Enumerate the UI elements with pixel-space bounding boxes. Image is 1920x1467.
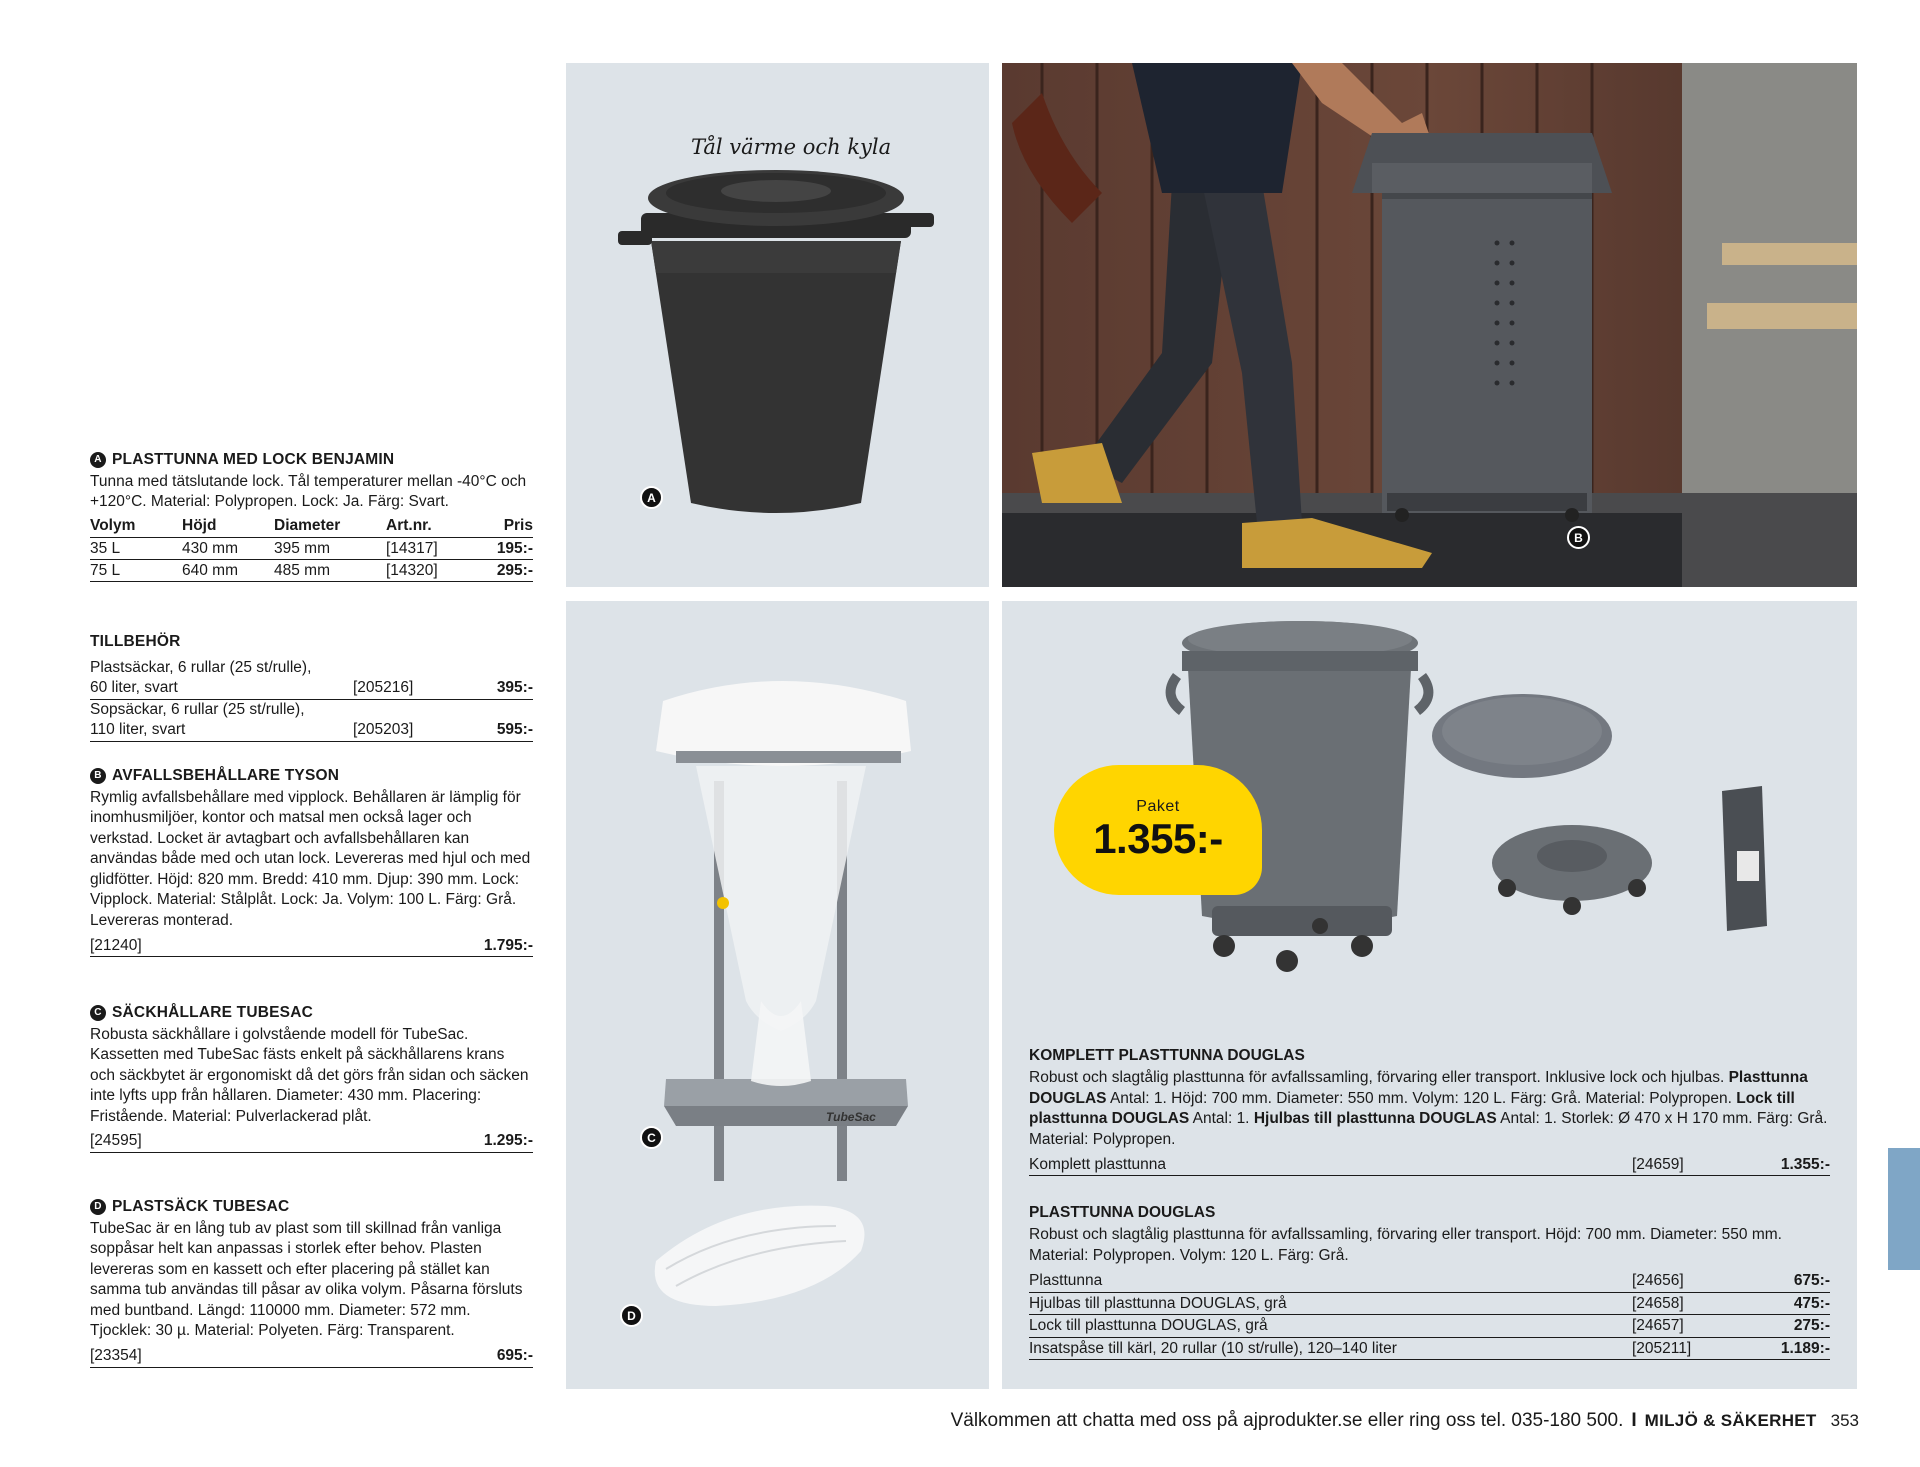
acc-art: [205216] (353, 679, 414, 696)
art-b: [21240] (90, 936, 142, 954)
badge-d: D (90, 1199, 106, 1215)
page-number: 353 (1830, 1411, 1859, 1430)
douglas-kit (1029, 1046, 1830, 1176)
page-footer (951, 1410, 1859, 1432)
table-row: Plasttunna [24656] 675:- (1029, 1270, 1830, 1293)
badge-a: A (90, 452, 106, 468)
row-price: 1.355:- (1780, 1155, 1830, 1173)
section-d-desc: TubeSac är en lång tub av plast som till skillnad från vanliga soppåsar helt kan anpassas i storlek efter behov. Plasten levereras som en kassett och efter placering på stället kan samma tub användas till påsar av olika volym. Påsarna försluts med buntband. Längd: 110000 mm. Diameter: 572 mm. Tjocklek: 30 µ. Material: Polyeten. Färg: Transparent. (90, 1219, 523, 1340)
price-row-c (90, 1127, 533, 1153)
col-diameter: Diameter (274, 515, 386, 538)
footer-contact: Välkommen att chatta med oss på ajprodukter.se eller ring oss tel. 035-180 500. (950, 1410, 1624, 1431)
acc-name-line2: 60 liter, svart (90, 679, 178, 696)
spec-table-a (90, 515, 533, 583)
table-row (90, 560, 533, 582)
accessories-title: TILLBEHÖR (90, 633, 181, 650)
art-c: [24595] (90, 1132, 142, 1150)
price-d: 695:- (496, 1347, 533, 1365)
acc-price: 595:- (496, 721, 533, 738)
acc-art: [205203] (353, 721, 414, 738)
table-row: Lock till plasttunna DOUGLAS, grå [24657] 275:- (1029, 1315, 1830, 1338)
douglas-kit-title: KOMPLETT PLASTTUNNA DOUGLAS (1029, 1047, 1305, 1064)
section-d (90, 1197, 533, 1368)
section-a (90, 450, 533, 582)
section-c-title: SÄCKHÅLLARE TUBESAC (112, 1004, 313, 1021)
label-a: A (640, 486, 663, 509)
douglas-title: PLASTTUNNA DOUGLAS (1029, 1204, 1216, 1221)
tubesac-logo: TubeSac (826, 1110, 876, 1124)
photo-tyson (1002, 63, 1857, 587)
accessories (90, 632, 533, 742)
douglas-table (1029, 1270, 1830, 1360)
list-item (90, 658, 533, 700)
cell: 395 mm (274, 538, 386, 560)
cell: 485 mm (274, 560, 386, 582)
col-volym: Volym (90, 515, 182, 538)
table-row (90, 538, 533, 560)
table-row (1029, 1154, 1830, 1177)
acc-name-line2: 110 liter, svart (90, 721, 186, 738)
price-row-d (90, 1342, 533, 1368)
section-b-desc: Rymlig avfallsbehållare med vipplock. Behållaren är lämplig för inomhusmiljöer, kontor och matsal men också lager och verkstad. Locket är avtagbart och avfallsbehållaren kan användas både med och utan lock. Levereras med hjul och med glidfötter. Höjd: 820 mm. Bredd: 410 mm. Djup: 390 mm. Lock: Vipplock. Material: Stålplåt. Lock: Ja. Volym: 100 L. Färg: Grå. Levereras monterad. (90, 788, 531, 930)
spec-table-header (90, 515, 533, 538)
art-d: [23354] (90, 1347, 142, 1365)
price-row-b (90, 932, 533, 958)
row-name: Komplett plasttunna (1029, 1155, 1167, 1173)
image-panel-a (566, 63, 989, 587)
label-d: D (620, 1304, 643, 1327)
col-pris: Pris (456, 515, 533, 538)
section-b-title: AVFALLSBEHÅLLARE TYSON (112, 767, 340, 784)
price-c: 1.295:- (483, 1132, 533, 1150)
price-b: 1.795:- (483, 936, 533, 954)
image-panel-cd (566, 601, 989, 1389)
list-item (90, 700, 533, 742)
col-artnr: Art.nr. (386, 515, 456, 538)
acc-name-line1: Plastsäckar, 6 rullar (25 st/rulle), (90, 658, 312, 676)
footer-category: MILJÖ & SÄKERHET (1644, 1411, 1817, 1430)
section-b (90, 766, 533, 957)
table-row: Hjulbas till plasttunna DOUGLAS, grå [24658] 475:- (1029, 1293, 1830, 1316)
cell: [14317] (386, 538, 456, 560)
label-b: B (1567, 526, 1590, 549)
col-hojd: Höjd (182, 515, 274, 538)
promo-amount: 1.355:- (1093, 815, 1223, 862)
cell: [14320] (386, 560, 456, 582)
acc-price: 395:- (496, 679, 533, 696)
section-c-desc: Robusta säckhållare i golvstående modell för TubeSac. Kassetten med TubeSac fästs enkelt på säckhållarens krans och säckbytet är ergonomiskt då det görs från sidan och säcken inte lyfts upp från hållaren. Diameter: 430 mm. Placering: Fristående. Material: Pulverlackerad plåt. (90, 1025, 529, 1125)
photo-tyson-illustration (1002, 63, 1857, 587)
section-a-desc: Tunna med tätslutande lock. Tål temperaturer mellan -40°C och +120°C. Material: Polypropen. Lock: Ja. Färg: Svart. (90, 472, 527, 511)
section-tab (1888, 1148, 1920, 1270)
tubesac-illustration (566, 601, 989, 1389)
douglas-desc: Robust och slagtålig plasttunna för avfallssamling, förvaring eller transport. Höjd: 700 mm. Diameter: 550 mm. Material: Polypropen. Volym: 120 L. Färg: Grå. (1029, 1225, 1782, 1264)
black-bin-illustration (566, 63, 989, 587)
badge-c: C (90, 1005, 106, 1021)
section-c (90, 1003, 533, 1153)
cell: 640 mm (182, 560, 274, 582)
promo-price-badge (1054, 765, 1262, 895)
section-a-title: PLASTTUNNA MED LOCK BENJAMIN (112, 451, 395, 468)
cell-price: 195:- (456, 538, 533, 560)
douglas (1029, 1203, 1830, 1360)
cell: 75 L (90, 560, 182, 582)
label-c: C (640, 1126, 663, 1149)
footer-separator: I (1631, 1410, 1637, 1431)
table-row: Insatspåse till kärl, 20 rullar (10 st/rulle), 120–140 liter [205211] 1.189:- (1029, 1338, 1830, 1361)
section-d-title: PLASTSÄCK TUBESAC (112, 1198, 290, 1215)
cell-price: 295:- (456, 560, 533, 582)
douglas-kit-desc: Robust och slagtålig plasttunna för avfallssamling, förvaring eller transport. Inklusive lock och hjulbas. Plasttunna DOUGLAS Antal: 1. Höjd: 700 mm. Diameter: 550 mm. Volym: 120 L. Färg: Grå. Material: Polypropen. Lock till plasttunna DOUGLAS Antal: 1. Hjulbas till plasttunna DOUGLAS Antal: 1. Storlek: Ø 470 x H 170 mm. Färg: Grå. Material: Polypropen. (1029, 1068, 1828, 1149)
cell: 430 mm (182, 538, 274, 560)
handwritten-note: Tål värme och kyla (691, 135, 892, 159)
promo-label: Paket (1136, 798, 1180, 815)
cell: 35 L (90, 538, 182, 560)
badge-b: B (90, 768, 106, 784)
row-art: [24659] (1632, 1155, 1684, 1173)
acc-name-line1: Sopsäckar, 6 rullar (25 st/rulle), (90, 700, 305, 718)
